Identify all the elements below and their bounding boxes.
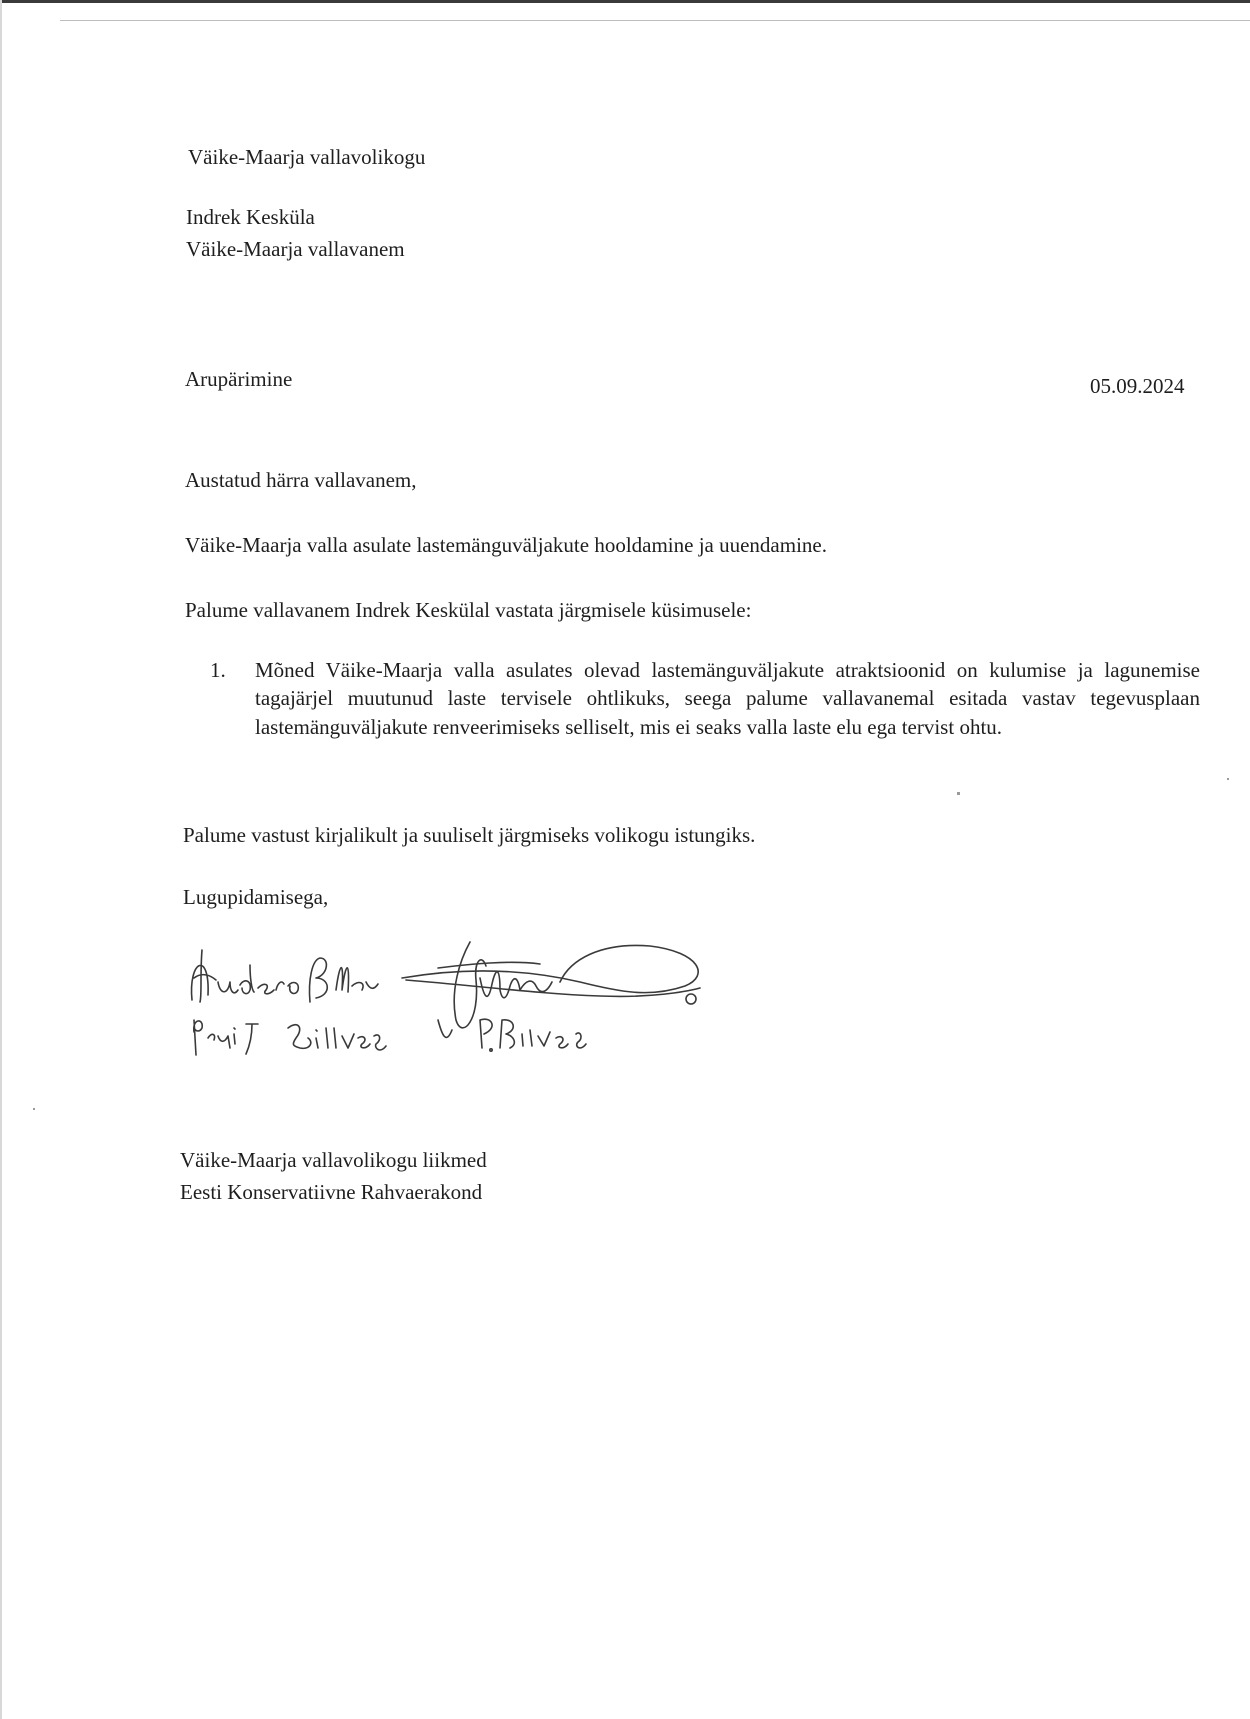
signature-1-printed [194, 1020, 386, 1055]
scan-top-edge [0, 0, 1250, 3]
question-text: Mõned Väike-Maarja valla asulates olevad lastemänguväljakute atraktsioonid on kulumise ja lagunemise tagajärjel muutunud laste tervisele ohtlikuks, seega palume vallavanemal esitada vastav tegevusplaan lastemänguväljakute renveerimiseks selliselt, mis ei seaks valla laste elu ega tervist ohtu. [255, 658, 1200, 739]
document-subject: Arupärimine [185, 367, 293, 391]
signatures [180, 920, 780, 1070]
scan-left-edge [0, 0, 2, 1719]
salutation: Austatud härra vallavanem, [185, 468, 417, 492]
signature-2-printed [438, 1019, 586, 1051]
closing: Lugupidamisega, [183, 885, 329, 909]
question-number: 1. [210, 658, 226, 682]
scan-speck [957, 792, 960, 795]
recipient-name: Indrek Kesküla [186, 205, 315, 229]
response-request: Palume vastust kirjalikult ja suuliselt järgmiseks volikogu istungiks. [183, 823, 756, 847]
signature-2 [402, 942, 700, 1028]
sender-line-2: Eesti Konservatiivne Rahvaerakond [180, 1180, 483, 1204]
scan-speck [33, 1108, 35, 1110]
recipient-council: Väike-Maarja vallavolikogu [188, 145, 426, 169]
scan-speck [1227, 778, 1229, 780]
topic: Väike-Maarja valla asulate lastemänguväljakute hooldamine ja uuendamine. [185, 533, 827, 557]
recipient-title: Väike-Maarja vallavanem [186, 237, 405, 261]
signature-1 [192, 950, 378, 1002]
document-date: 05.09.2024 [1090, 374, 1185, 398]
request-intro: Palume vallavanem Indrek Keskülal vastata järgmisele küsimusele: [185, 598, 752, 622]
sender-line-1: Väike-Maarja vallavolikogu liikmed [180, 1148, 487, 1172]
scan-artifact-line [60, 20, 1250, 21]
